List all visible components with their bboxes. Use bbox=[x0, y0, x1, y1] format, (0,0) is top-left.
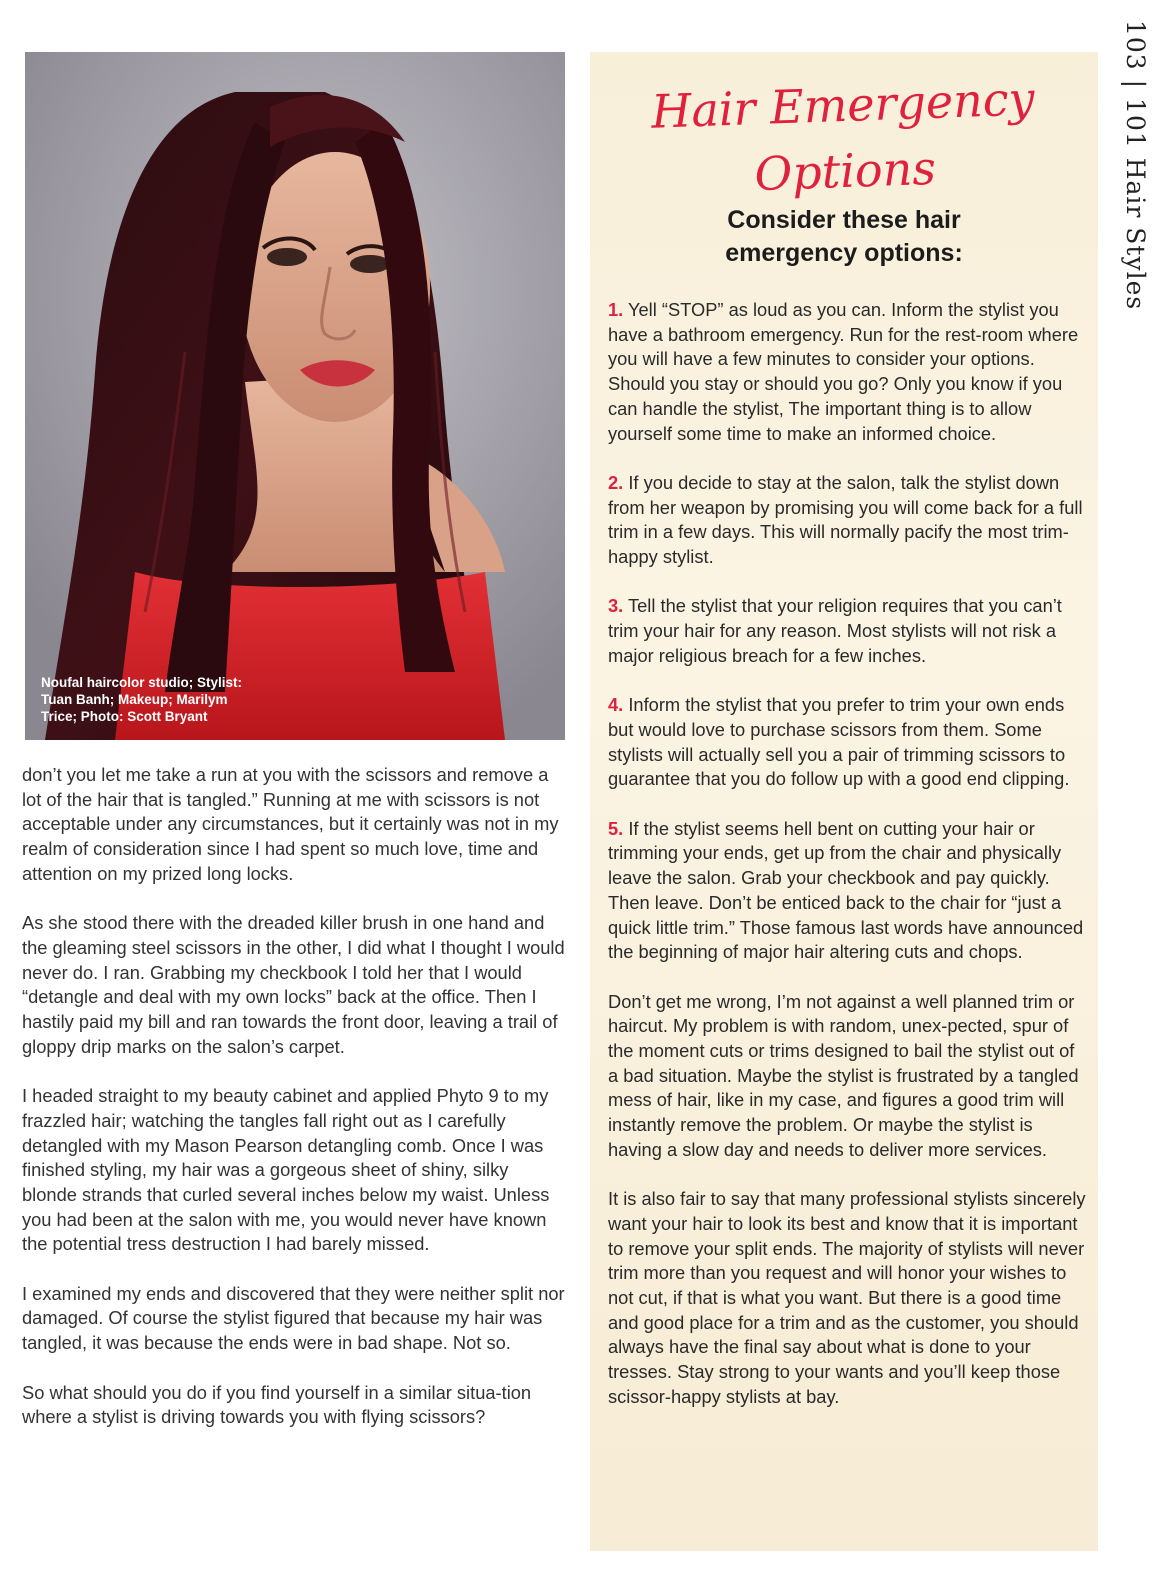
article-column bbox=[22, 763, 567, 1455]
portrait-photo bbox=[25, 52, 565, 740]
page-folio: 103 | 101 Hair Styles bbox=[1121, 20, 1150, 311]
photo-caption bbox=[41, 674, 301, 725]
caption-line: Noufal haircolor studio; Stylist: bbox=[41, 675, 243, 690]
sidebar-subtitle-line: Consider these hair bbox=[727, 206, 961, 234]
sidebar-subtitle-line: emergency options: bbox=[725, 239, 963, 267]
caption-line: Trice; Photo: Scott Bryant bbox=[41, 709, 208, 724]
article-paragraph: I examined my ends and discovered that they were neither split nor damaged. Of course the stylist figured that because my hair was tangled, it was because the ends were in bad shape. Not so. bbox=[22, 1282, 565, 1354]
emergency-options-sidebar bbox=[590, 52, 1098, 1551]
closing-paragraph: It is also fair to say that many professional stylists sincerely want your hair to look its best and know that it is important to remove your split ends. The majority of stylists will never trim more than you request and will honor your wishes to not cut, if that is what you want. But there is a good time and good place for a trim and as the customer, you should always have the final say about what is done to your tresses. Stay strong to your wants and you’ll keep those scissor-happy stylists at bay. bbox=[608, 1188, 1086, 1407]
option-item bbox=[608, 594, 1086, 668]
option-text: Yell “STOP” as loud as you can. Inform the stylist you have a bathroom emergency. Run for the rest-room where you will have a few minutes to consider your options. Should you stay or should you go? Only you know if you can handle the stylist, The important thing is to allow yourself some time to make an informed choice. bbox=[608, 299, 1079, 444]
option-text: If you decide to stay at the salon, talk the stylist down from her weapon by promising you will come back for a full trim in a few days. This will normally pacify the most trim-happy stylist. bbox=[608, 471, 1083, 568]
caption-line: Tuan Banh; Makeup; Marilym bbox=[41, 692, 228, 707]
option-item bbox=[608, 693, 1086, 792]
option-number: 5. bbox=[608, 817, 624, 839]
option-item bbox=[608, 298, 1086, 446]
article-paragraph: So what should you do if you find yourself in a similar situa-tion where a stylist is driving towards you with flying scissors? bbox=[22, 1381, 532, 1428]
option-number: 2. bbox=[608, 471, 624, 493]
article-paragraph: don’t you let me take a run at you with the scissors and remove a lot of the hair that is tangled.” Running at me with scissors is not acceptable under any circumstances, but it certainly was not in my realm of consideration since I had spent so much love, time and attention on my prized long locks. bbox=[22, 764, 559, 884]
closing-paragraph: Don’t get me wrong, I’m not against a well planned trim or haircut. My problem is with random, unex-pected, spur of the moment cuts or trims designed to bail the stylist out of a bad situation. Maybe the stylist is frustrated by a tangled mess of hair, like in my case, and figures a good trim will instantly remove the problem. Or maybe the stylist is having a slow day and needs to deliver more services. bbox=[608, 990, 1079, 1160]
sidebar-subtitle bbox=[590, 204, 1098, 270]
option-number: 4. bbox=[608, 694, 624, 716]
option-number: 1. bbox=[608, 299, 624, 320]
option-text: If the stylist seems hell bent on cutting your hair or trimming your ends, get up from the chair and physically leave the salon. Grab your checkbook and pay quickly. Then leave. Don’t be enticed back to the chair for “just a quick little trim.” Those famous last words have announced the beginning of major hair altering cuts and chops. bbox=[608, 817, 1084, 963]
sidebar-title-line: Options bbox=[753, 140, 937, 202]
sidebar-title bbox=[588, 63, 1100, 213]
option-number: 3. bbox=[608, 595, 624, 617]
article-paragraph: As she stood there with the dreaded killer brush in one hand and the gleaming steel scissors in the other, I did what I thought I would never do. I ran. Grabbing my checkbook I told her that I would “detangle and deal with my own locks” back at the office. Then I hastily paid my bill and ran towards the front door, leaving a trail of gloppy drip marks on the salon’s carpet. bbox=[22, 912, 565, 1057]
portrait-illustration bbox=[25, 52, 565, 740]
sidebar-title-line: Hair Emergency bbox=[650, 71, 1036, 139]
option-item bbox=[608, 471, 1086, 570]
article-paragraph: I headed straight to my beauty cabinet and applied Phyto 9 to my frazzled hair; watching the tangles fall right out as I carefully detangled with my Mason Pearson detangling comb. Once I was finished styling, my hair was a gorgeous sheet of shiny, silky blonde strands that curled several inches below my waist. Unless you had been at the salon with me, you would never have known the potential tress destruction I had barely missed. bbox=[22, 1085, 550, 1255]
option-text: Inform the stylist that you prefer to trim your own ends but would love to purchase scissors from them. Some stylists will actually sell you a pair of trimming scissors to guarantee that you do follow up with a good end clipping. bbox=[608, 694, 1070, 790]
option-item bbox=[608, 817, 1086, 965]
option-text: Tell the stylist that your religion requires that you can’t trim your hair for any reason. Most stylists will not risk a major religious breach for a few inches. bbox=[608, 595, 1062, 666]
sidebar-body bbox=[608, 298, 1086, 1434]
